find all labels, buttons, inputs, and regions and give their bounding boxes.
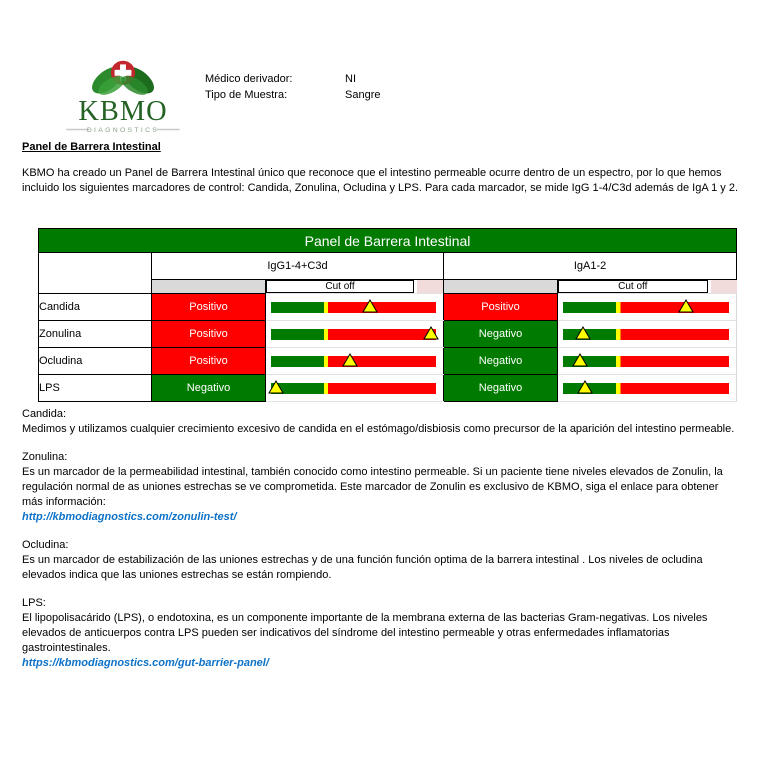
zonulin-test-link[interactable]: http://kbmodiagnostics.com/zonulin-test/ xyxy=(22,511,237,523)
scale-end-marker xyxy=(417,280,443,293)
cutoff-gradient-bar xyxy=(563,383,729,394)
igg-result-cell: Positivo xyxy=(152,321,266,348)
sample-type-label: Tipo de Muestra: xyxy=(205,89,288,101)
cutoff-marker-triangle-icon xyxy=(678,299,694,313)
iga-cutoff-bar-cell xyxy=(558,348,737,375)
marker-name: Zonulina xyxy=(39,321,152,348)
sample-type-value: Sangre xyxy=(345,89,381,101)
scale-end-marker xyxy=(711,280,737,293)
marker-descriptions xyxy=(22,407,740,684)
igg-cutoff-bar-cell xyxy=(266,375,444,402)
intro-paragraph: KBMO ha creado un Panel de Barrera Intestinal único que reconoce que el intestino permeable ocurre dentro de un espectro, por lo que hemos incluido los siguientes marcadores de control: Candida, Zonulina, Ocludina y LPS. Para cada marcador, se mide IgG 1-4/C3d además de IgA 1 y 2. xyxy=(22,167,739,194)
table-title: Panel de Barrera Intestinal xyxy=(39,229,737,253)
section-title: LPS: xyxy=(22,597,46,609)
iga-result-cell: Negativo xyxy=(444,348,558,375)
logo-brand-text: KBMO xyxy=(78,96,168,128)
cutoff-marker-triangle-icon xyxy=(342,353,358,367)
sample-meta xyxy=(205,71,380,103)
result-subheader-cell xyxy=(444,280,558,294)
antibody-header-row xyxy=(39,253,737,280)
cutoff-gradient-bar xyxy=(563,302,729,313)
igg-cutoff-bar-cell xyxy=(266,321,444,348)
cutoff-gradient-bar xyxy=(271,302,436,313)
section-body: Medimos y utilizamos cualquier crecimiento excesivo de candida en el estómago/disbiosis como precursor de la aparición del intestino permeable. xyxy=(22,423,735,435)
table-title-row xyxy=(39,229,737,253)
marker-name: Candida xyxy=(39,294,152,321)
section-lps xyxy=(22,596,740,671)
iga-group-header: IgA1-2 xyxy=(444,253,737,280)
igg-cutoff-bar-cell xyxy=(266,348,444,375)
section-candida xyxy=(22,407,740,437)
logo-tagline-text: DIAGNOSTICS xyxy=(86,127,160,135)
marker-name: Ocludina xyxy=(39,348,152,375)
cutoff-marker-triangle-icon xyxy=(423,326,439,340)
cutoff-marker-triangle-icon xyxy=(577,380,593,394)
cutoff-gradient-bar xyxy=(563,356,729,367)
cutoff-marker-triangle-icon xyxy=(572,353,588,367)
cutoff-gradient-bar xyxy=(563,329,729,340)
iga-result-cell: Positivo xyxy=(444,294,558,321)
section-zonulina xyxy=(22,450,740,525)
iga-result-cell: Negativo xyxy=(444,321,558,348)
referring-doctor-label: Médico derivador: xyxy=(205,73,293,85)
cutoff-label-igg: Cut off xyxy=(266,280,414,293)
barrier-panel xyxy=(38,228,737,402)
section-body: Es un marcador de estabilización de las uniones estrechas y de una función función optima de la barrera intestinal . Los niveles de ocludina elevados indica que las uniones estrechas se están rompiendo. xyxy=(22,554,703,581)
gut-barrier-panel-link[interactable]: https://kbmodiagnostics.com/gut-barrier-panel/ xyxy=(22,657,269,669)
section-title: Zonulina: xyxy=(22,451,68,463)
cutoff-marker-triangle-icon xyxy=(362,299,378,313)
table-row xyxy=(39,294,737,321)
cutoff-marker-triangle-icon xyxy=(268,380,284,394)
iga-cutoff-bar-cell xyxy=(558,321,737,348)
marker-name: LPS xyxy=(39,375,152,402)
igg-result-cell: Negativo xyxy=(152,375,266,402)
corner-cell xyxy=(39,253,152,294)
result-subheader-cell xyxy=(152,280,266,294)
section-body: Es un marcador de la permeabilidad intestinal, también conocido como intestino permeable. Si un paciente tiene niveles elevados de Zonulin, la regulación normal de as uniones estrechas se ve comprometida. Este marcador de Zonulin es exclusivo de KBMO, siga el enlace para obtener más información: xyxy=(22,466,723,508)
section-title: Candida: xyxy=(22,408,67,420)
section-body: El lipopolisacárido (LPS), o endotoxina, es un componente importante de la membrana externa de las bacterias Gram-negativas. Los niveles elevados de anticuerpos contra LPS pueden ser indicativos del síndrome del intestino permeable y otras enfermedades inflamatorias gastrointestinales. xyxy=(22,612,708,654)
cutoff-gradient-bar xyxy=(271,383,436,394)
kbmo-logo xyxy=(58,56,188,140)
cutoff-marker-triangle-icon xyxy=(575,326,591,340)
igg-cutoff-bar-cell xyxy=(266,294,444,321)
barrier-panel-table xyxy=(38,228,737,402)
table-row xyxy=(39,321,737,348)
cutoff-label-iga: Cut off xyxy=(558,280,708,293)
section-title: Ocludina: xyxy=(22,539,69,551)
iga-cutoff-bar-cell xyxy=(558,294,737,321)
igg-group-header: IgG1-4+C3d xyxy=(152,253,444,280)
cutoff-gradient-bar xyxy=(271,356,436,367)
igg-result-cell: Positivo xyxy=(152,348,266,375)
leaf-cross-emblem xyxy=(87,61,158,99)
section-ocludina xyxy=(22,538,740,583)
table-row xyxy=(39,375,737,402)
iga-result-cell: Negativo xyxy=(444,375,558,402)
cutoff-gradient-bar xyxy=(271,329,436,340)
page-title: Panel de Barrera Intestinal xyxy=(22,141,161,153)
table-row xyxy=(39,348,737,375)
referring-doctor-value: NI xyxy=(345,73,356,85)
igg-result-cell: Positivo xyxy=(152,294,266,321)
iga-cutoff-bar-cell xyxy=(558,375,737,402)
